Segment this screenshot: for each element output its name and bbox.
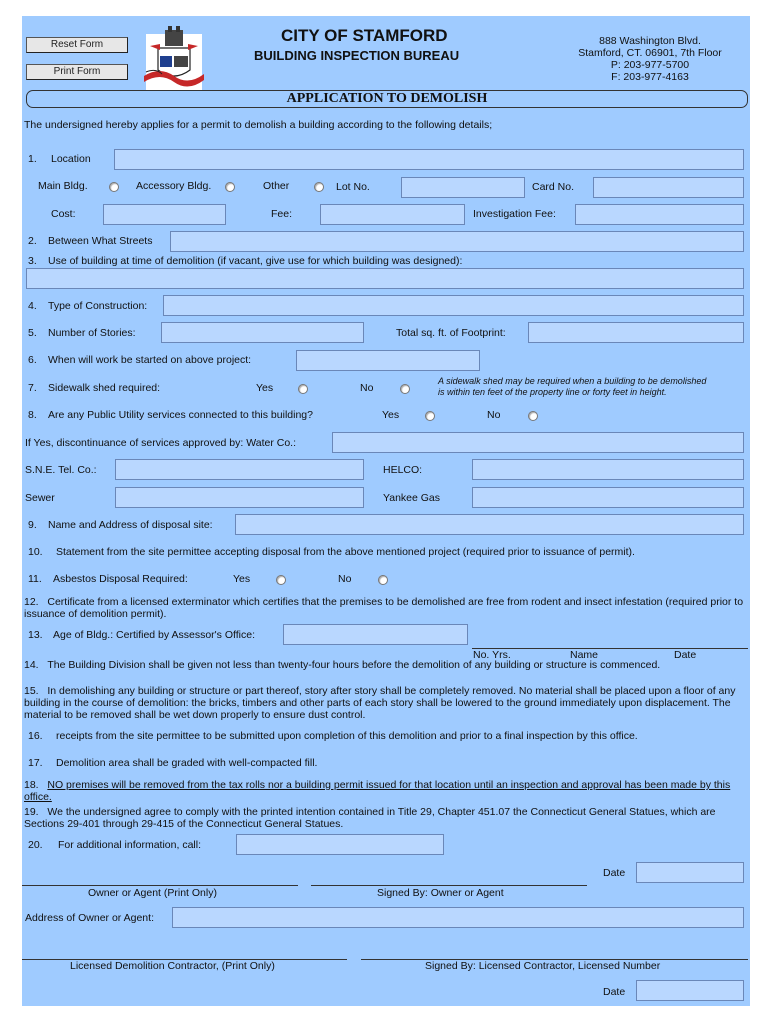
item15-text bbox=[24, 685, 744, 721]
lot-no-label: Lot No. bbox=[336, 181, 370, 193]
number-stories-label: Number of Stories: bbox=[48, 327, 136, 339]
item14-content: The Building Division shall be given not less than twenty-four hours before the demolition of any building or structure is commenced. bbox=[47, 659, 661, 671]
asbestos-yes-radio[interactable] bbox=[276, 575, 286, 585]
card-no-field[interactable] bbox=[593, 177, 744, 198]
owner-print-line bbox=[22, 885, 298, 886]
utility-no-radio[interactable] bbox=[528, 411, 538, 421]
office-phone: P: 203-977-5700 bbox=[610, 59, 690, 71]
item-number: 2. bbox=[28, 235, 37, 247]
type-construction-field[interactable] bbox=[163, 295, 744, 316]
sidewalk-note-line1: A sidewalk shed may be required when a building to be demolished bbox=[438, 376, 707, 386]
sidewalk-no-label: No bbox=[360, 382, 374, 394]
between-streets-label: Between What Streets bbox=[48, 235, 153, 247]
form-title: APPLICATION TO DEMOLISH bbox=[286, 91, 488, 106]
sidewalk-no-radio[interactable] bbox=[400, 384, 410, 394]
item-number: 1. bbox=[28, 153, 37, 165]
use-of-building-label: Use of building at time of demolition (if vacant, give use for which building was designed): bbox=[48, 255, 463, 267]
owner-date-field[interactable] bbox=[636, 862, 744, 883]
no-yrs-label: No. Yrs. bbox=[473, 649, 511, 661]
owner-signed-label: Signed By: Owner or Agent bbox=[377, 887, 504, 899]
office-fax: F: 203-977-4163 bbox=[611, 71, 689, 83]
contractor-print-label: Licensed Demolition Contractor, (Print Only) bbox=[70, 960, 275, 972]
bureau-title: BUILDING INSPECTION BUREAU bbox=[254, 48, 460, 63]
item19-text bbox=[24, 806, 744, 830]
utility-yes-label: Yes bbox=[382, 409, 400, 421]
office-address-line2: Stamford, CT. 06901, 7th Floor bbox=[578, 47, 722, 59]
item18-content: NO premises will be removed from the tax rolls nor a building permit issued for that location until an inspection and approval has been made by this office. bbox=[24, 779, 731, 803]
reset-form-button[interactable]: Reset Form bbox=[26, 37, 128, 53]
investigation-fee-label: Investigation Fee: bbox=[473, 208, 556, 220]
sewer-field[interactable] bbox=[115, 487, 364, 508]
sidewalk-yes-radio[interactable] bbox=[298, 384, 308, 394]
item18-text bbox=[24, 779, 744, 803]
type-construction-label: Type of Construction: bbox=[48, 300, 148, 312]
main-bldg-label: Main Bldg. bbox=[38, 180, 88, 192]
water-co-field[interactable] bbox=[332, 432, 744, 453]
investigation-fee-field[interactable] bbox=[575, 204, 744, 225]
exterminator-text-content: Certificate from a licensed exterminator which certifies that the premises to be demolished are free from rodent and insect infestation (required prior to issuance of demolition permit). bbox=[24, 596, 744, 620]
item-number: 16. bbox=[28, 730, 43, 742]
age-name-label: Name bbox=[570, 649, 599, 661]
age-bldg-label: Age of Bldg.: Certified by Assessor's Office: bbox=[53, 629, 255, 641]
accessory-bldg-label: Accessory Bldg. bbox=[136, 180, 212, 192]
utility-no-label: No bbox=[487, 409, 501, 421]
disposal-site-field[interactable] bbox=[235, 514, 744, 535]
owner-address-field[interactable] bbox=[172, 907, 744, 928]
item-number: 13. bbox=[28, 629, 43, 641]
age-date-label: Date bbox=[674, 649, 697, 661]
print-form-button[interactable]: Print Form bbox=[26, 64, 128, 80]
location-field[interactable] bbox=[114, 149, 744, 170]
additional-info-field[interactable] bbox=[236, 834, 444, 855]
item-number: 12. bbox=[24, 596, 39, 608]
sne-tel-field[interactable] bbox=[115, 459, 364, 480]
item-number: 19. bbox=[24, 806, 39, 818]
other-label: Other bbox=[263, 180, 290, 192]
item19-content: We the undersigned agree to comply with the printed intention contained in Title 29, Chapter 451.07 the Connecticut General Statues, which are Sections 29-401 through 29-415 of the Connecticut General Statues. bbox=[24, 806, 716, 830]
yankee-gas-field[interactable] bbox=[472, 487, 744, 508]
location-label: Location bbox=[51, 153, 91, 165]
item-number: 15. bbox=[24, 685, 39, 697]
main-bldg-radio[interactable] bbox=[109, 182, 119, 192]
sidewalk-yes-label: Yes bbox=[256, 382, 274, 394]
fee-field[interactable] bbox=[320, 204, 465, 225]
asbestos-no-label: No bbox=[338, 573, 352, 585]
number-stories-field[interactable] bbox=[161, 322, 364, 343]
asbestos-label: Asbestos Disposal Required: bbox=[53, 573, 188, 585]
sewer-label: Sewer bbox=[25, 492, 55, 504]
cost-field[interactable] bbox=[103, 204, 226, 225]
item15-content: In demolishing any building or structure or part thereof, story after story shall be completely removed. No material shall be placed upon a floor of any building in the course of demolition: the bricks, timbers and other parts of each story shall be lowered to the ground immediately upon displacement. The material to be removed shall be wet down properly to ensure dust control. bbox=[24, 685, 736, 721]
age-signature-line bbox=[472, 648, 748, 649]
sne-tel-label: S.N.E. Tel. Co.: bbox=[25, 464, 97, 476]
item-number: 20. bbox=[28, 839, 43, 851]
card-no-label: Card No. bbox=[532, 181, 575, 193]
helco-field[interactable] bbox=[472, 459, 744, 480]
sidewalk-shed-label: Sidewalk shed required: bbox=[48, 382, 161, 394]
item-number: 17. bbox=[28, 757, 43, 769]
fee-label: Fee: bbox=[271, 208, 293, 220]
office-contact bbox=[560, 35, 740, 83]
item-number: 18. bbox=[24, 779, 39, 791]
lot-no-field[interactable] bbox=[401, 177, 525, 198]
item-number: 14. bbox=[24, 659, 39, 671]
contractor-date-label: Date bbox=[603, 986, 626, 998]
item16-text: receipts from the site permittee to be submitted upon completion of this demolition and prior to a final inspection by this office. bbox=[56, 730, 638, 742]
utility-label: Are any Public Utility services connected to this building? bbox=[48, 409, 313, 421]
utility-yes-radio[interactable] bbox=[425, 411, 435, 421]
additional-info-label: For additional information, call: bbox=[58, 839, 201, 851]
owner-print-label: Owner or Agent (Print Only) bbox=[88, 887, 217, 899]
form-title-box bbox=[26, 90, 748, 108]
office-address-line1: 888 Washington Blvd. bbox=[599, 35, 701, 47]
item-number: 9. bbox=[28, 519, 37, 531]
accessory-bldg-radio[interactable] bbox=[225, 182, 235, 192]
item-number: 11. bbox=[28, 573, 42, 585]
contractor-date-field[interactable] bbox=[636, 980, 744, 1001]
item14-text bbox=[24, 659, 744, 671]
footprint-label: Total sq. ft. of Footprint: bbox=[396, 327, 506, 339]
item-number: 3. bbox=[28, 255, 37, 267]
statement-text: Statement from the site permittee accepting disposal from the above mentioned project (required prior to issuance of permit). bbox=[56, 546, 635, 558]
item17-text: Demolition area shall be graded with well-compacted fill. bbox=[56, 757, 318, 769]
use-of-building-field[interactable] bbox=[26, 268, 744, 289]
between-streets-field[interactable] bbox=[170, 231, 744, 252]
exterminator-text bbox=[24, 596, 744, 620]
asbestos-no-radio[interactable] bbox=[378, 575, 388, 585]
owner-date-label: Date bbox=[603, 867, 626, 879]
item-number: 10. bbox=[28, 546, 43, 558]
item-number: 8. bbox=[28, 409, 37, 421]
asbestos-yes-label: Yes bbox=[233, 573, 251, 585]
footprint-field[interactable] bbox=[528, 322, 744, 343]
water-co-label: If Yes, discontinuance of services approved by: Water Co.: bbox=[25, 437, 297, 449]
work-start-label: When will work be started on above project: bbox=[48, 354, 252, 366]
helco-label: HELCO: bbox=[383, 464, 423, 476]
item-number: 5. bbox=[28, 327, 37, 339]
other-radio[interactable] bbox=[314, 182, 324, 192]
owner-sign-line bbox=[311, 885, 587, 886]
owner-address-label: Address of Owner or Agent: bbox=[25, 912, 154, 924]
yankee-gas-label: Yankee Gas bbox=[383, 492, 441, 504]
item-number: 6. bbox=[28, 354, 37, 366]
disposal-site-label: Name and Address of disposal site: bbox=[48, 519, 213, 531]
age-bldg-field[interactable] bbox=[283, 624, 468, 645]
item-number: 7. bbox=[28, 382, 37, 394]
form-page bbox=[22, 16, 750, 1006]
cost-label: Cost: bbox=[51, 208, 76, 220]
contractor-signed-label: Signed By: Licensed Contractor, Licensed Number bbox=[425, 960, 661, 972]
intro-text: The undersigned hereby applies for a permit to demolish a building according to the following details; bbox=[24, 119, 493, 131]
work-start-field[interactable] bbox=[296, 350, 480, 371]
city-title: CITY OF STAMFORD bbox=[281, 26, 448, 45]
item-number: 4. bbox=[28, 300, 37, 312]
sidewalk-note-line2: is within ten feet of the property line or forty feet in height. bbox=[438, 387, 667, 397]
city-seal-logo bbox=[140, 26, 208, 90]
